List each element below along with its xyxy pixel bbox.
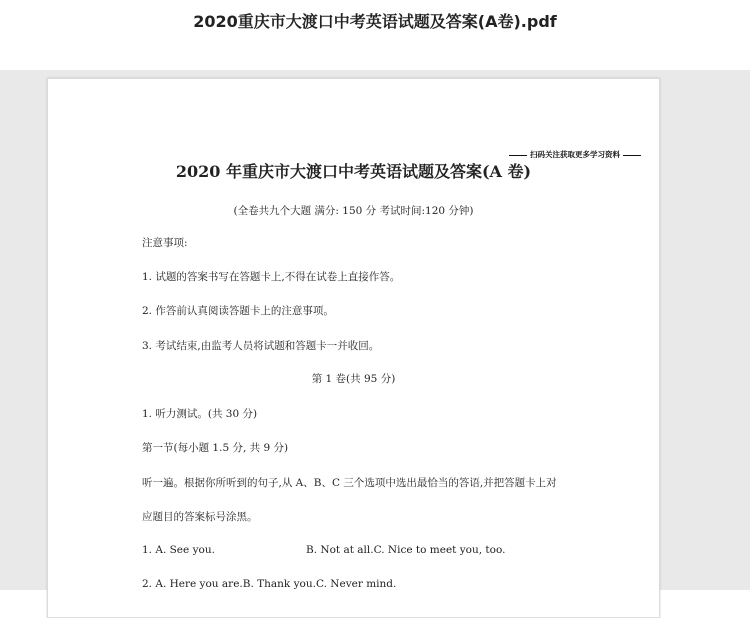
subsection-heading: 第一节(每小题 1.5 分, 共 9 分) [142, 442, 289, 454]
pdf-page [47, 78, 660, 618]
note-item: 3. 考试结束,由监考人员将试题和答题卡一并收回。 [142, 340, 380, 352]
question-options-bc: B. Not at all.C. Nice to meet you, too. [306, 544, 506, 556]
note-item: 2. 作答前认真阅读答题卡上的注意事项。 [142, 305, 334, 317]
part-title: 第 1 卷(共 95 分) [311, 373, 396, 385]
viewer-header [0, 0, 750, 70]
document-subtitle: (全卷共九个大题 满分: 150 分 考试时间:120 分钟) [233, 205, 474, 217]
question-item: 2. A. Here you are.B. Thank you.C. Never mind. [142, 578, 397, 590]
watermark-text: 扫码关注获取更多学习资料 [530, 150, 620, 159]
watermark-dash-right [623, 155, 641, 156]
document-title: 2020 年重庆市大渡口中考英语试题及答案(A 卷) [175, 162, 532, 181]
notes-heading: 注意事项: [142, 237, 188, 249]
watermark-dash-left [509, 155, 527, 156]
instruction-text: 应题目的答案标号涂黑。 [142, 511, 258, 523]
note-item: 1. 试题的答案书写在答题卡上,不得在试卷上直接作答。 [142, 271, 401, 283]
question-item [142, 544, 506, 556]
document-viewer[interactable] [0, 70, 750, 590]
question-option-a: 1. A. See you. [142, 544, 215, 556]
instruction-text: 听一遍。根据你所听到的句子,从 A、B、C 三个选项中选出最恰当的答语,并把答题卡上对 [142, 477, 557, 489]
file-title: 2020重庆市大渡口中考英语试题及答案(A卷).pdf [193, 12, 557, 31]
section-heading: 1. 听力测试。(共 30 分) [142, 408, 258, 420]
